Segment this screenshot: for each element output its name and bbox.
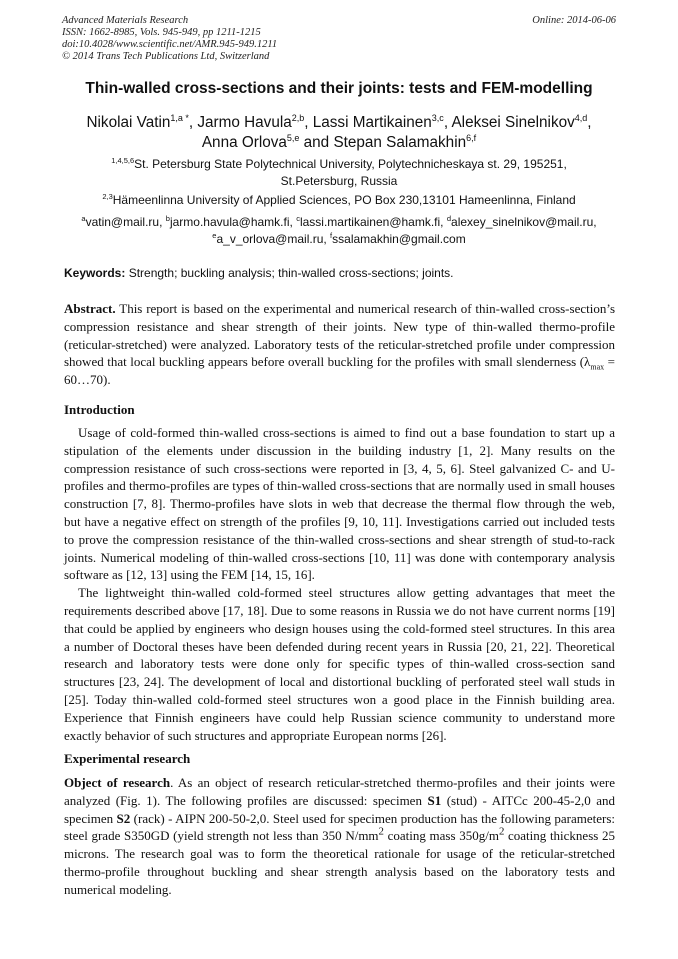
author-name: Jarmo Havula — [197, 114, 292, 131]
author-sup: 5,e — [286, 132, 300, 143]
text-run: coating thickness 25 microns. The research goal was to form the theoretical rationale for usage of the reticular-stretched thermo-profile throughout buckling and shear strength analysis based on the laboratory tests and numerical modeling. — [64, 828, 615, 897]
introduction-heading: Introduction — [64, 402, 135, 417]
author-name: Anna Orlova — [201, 134, 287, 151]
experimental-heading: Experimental research — [64, 751, 191, 766]
email-list — [62, 214, 616, 248]
author-sup: 4,d — [574, 112, 588, 123]
experimental-body — [64, 774, 615, 899]
keywords — [64, 266, 616, 280]
email-sup: f — [330, 231, 333, 240]
specimen-label: S2 — [116, 810, 131, 826]
keywords-label: Keywords: — [64, 266, 126, 280]
journal-header — [62, 15, 616, 63]
affiliation-text: St. Petersburg State Polytechnical University, Polytechnicheskaya st. 29, 195251, — [134, 157, 567, 171]
email-sup: b — [165, 214, 170, 223]
email: ssalamakhin@gmail.com — [332, 232, 466, 246]
online-date: Online: 2014-06-06 — [532, 15, 616, 26]
email-sup: c — [296, 214, 300, 223]
email-sup: a — [81, 214, 86, 223]
author-name: Stepan Salamakhin — [333, 134, 467, 151]
author-name: Aleksei Sinelnikov — [451, 114, 575, 131]
email-sup: d — [446, 214, 452, 223]
author-name: Lassi Martikainen — [312, 114, 432, 131]
abstract-end: = 60…70). — [64, 354, 615, 388]
affiliation-text: Hämeenlinna University of Applied Sciences, PO Box 230,13101 Hameenlinna, Finland — [112, 193, 576, 207]
unit-sup: 2 — [498, 826, 505, 839]
abstract — [64, 300, 615, 389]
author-name: Nikolai Vatin — [86, 114, 171, 131]
email: a_v_orlova@mail.ru, — [216, 232, 327, 246]
author-sup: 6,f — [466, 132, 477, 143]
affiliation-text: St.Petersburg, Russia — [280, 174, 398, 188]
text-run: (stud) - AITCc 200-45-2,0 and specimen — [64, 792, 615, 826]
text-run: (rack) - AIPN 200-50-2,0. Steel used for specimen production has the following parameters: steel grade S350GD (yield strength not less than 350 N/mm — [64, 810, 616, 844]
text-run: . As an object of research reticular-stretched thermo-profiles and their joints were analyzed (Fig. 1). The following profiles are discussed: specimen — [64, 775, 616, 808]
abstract-label: Abstract. — [64, 301, 116, 316]
author-sup: 1,a * — [170, 112, 189, 123]
email: alexey_sinelnikov@mail.ru, — [451, 215, 597, 229]
copyright-line: © 2014 Trans Tech Publications Ltd, Switzerland — [62, 51, 270, 62]
author-and: and — [303, 134, 330, 151]
issn-line: ISSN: 1662-8985, Vols. 945-949, pp 1211-1215 — [62, 27, 261, 38]
affiliation-1 — [62, 156, 616, 190]
email: lassi.martikainen@hamk.fi, — [299, 215, 444, 229]
author-sup: 2,b — [291, 112, 305, 123]
text-run: coating mass 350g/m — [383, 828, 499, 844]
email: vatin@mail.ru, — [85, 215, 163, 229]
paragraph: The lightweight thin-walled cold-formed steel structures allow getting advantages that meet the requirements described above [17, 18]. Due to some reasons in Russia we do not have current norms [19] that could be applied by engineers who design houses using the cold-formed steel structures. In this area a number of Doctoral theses have been defended during recent years in Russia [20, 21, 22]. Theoretical research and laboratory tests were done only for specific types of thin-walled cross-section sand structures [23, 24]. The development of local and distortional buckling of perforated steel wall studs in [25]. Today thin-walled cold-formed steel structures won a good place in the Finnish building area. Experience that Finnish engineers have could help Russian science community to understand more exactly behavior of such structures and appropriate European norms [26]. — [64, 585, 615, 743]
affiliation-sup: 1,4,5,6 — [111, 156, 135, 165]
author-sup: 3,c — [431, 112, 444, 123]
abstract-sub: max — [590, 362, 605, 372]
paragraph: Usage of cold-formed thin-walled cross-sections is aimed to find out a base foundation to start up a stipulation of the elements under discussion in the building industry [1, 2]. Many results on the compression resistance of such cross-sections were reported in [3, 4, 5, 6]. Steel galvanized C- and U-profiles and thermo-profiles are types of thin-walled cross-sections that are normally used in small houses construction [7, 8]. Thermo-profiles have slots in web that decrease the thermal flow through the web, but have a negative effect on strength of the profiles [9, 10, 11]. Investigations carried out included tests to prove the compression resistance of the thin-walled cross-sections and shear strength of stud-to-rack joints. Numerical modeling of thin-walled cross-sections [10, 11] was done with contemporary analysis software as [12, 13] using the FEM [14, 15, 16]. — [64, 425, 615, 583]
affiliation-2 — [62, 192, 616, 209]
affiliation-sup: 2,3 — [102, 192, 113, 201]
email: jarmo.havula@hamk.fi, — [169, 215, 293, 229]
unit-sup: 2 — [378, 826, 384, 839]
abstract-text: This report is based on the experimental and numerical research of thin-walled cross-section’s compression resistance and shear strength of their joints. New type of thin-walled thermo-profile (reticular-stretched) were analyzed. Laboratory tests of the reticular-stretched profile under compression showed that local buckling appears before overall buckling for the profiles with small slenderness (λ — [64, 301, 616, 370]
specimen-label: S1 — [427, 792, 442, 808]
journal-name: Advanced Materials Research — [62, 15, 189, 26]
email-sup: e — [212, 231, 217, 240]
keywords-text: Strength; buckling analysis; thin-walled cross-sections; joints. — [128, 266, 454, 280]
introduction-body — [64, 424, 615, 744]
object-label: Object of research — [64, 775, 171, 790]
author-list: Nikolai Vatin$^{1,a *}$, Jarmo Havula$^{2,b}$, Lassi Martikainen$^{3,c}$, Aleksei Sinelnikov$^{4,d}$, Anna Orlova$^{5,e}$ and Stepan Salamakhin$^{6,f}$ — [86, 112, 592, 151]
paper-title: Thin-walled cross-sections and their joints: tests and FEM-modelling — [85, 80, 593, 97]
doi-line: doi:10.4028/www.scientific.net/AMR.945-949.1211 — [62, 39, 278, 50]
